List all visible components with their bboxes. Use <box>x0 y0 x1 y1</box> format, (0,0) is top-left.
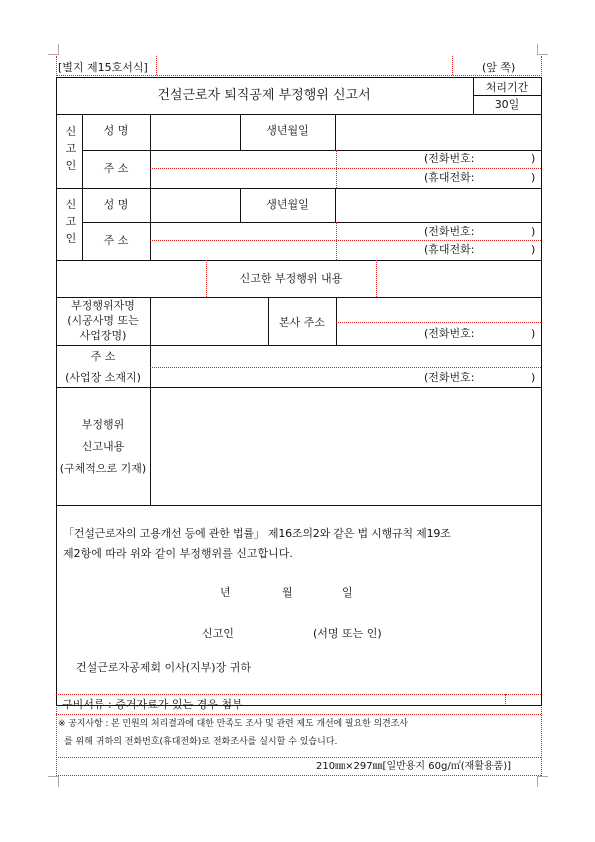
close-paren: ) <box>531 152 536 165</box>
date-day-label: 일 <box>342 586 353 599</box>
divider <box>82 222 541 223</box>
reported-address-input[interactable] <box>152 224 412 258</box>
reporter-phone-label: (전화번호: <box>424 152 475 165</box>
divider <box>56 505 541 506</box>
divider <box>150 367 541 368</box>
declaration-line-1: 「건설근로자의 고용개선 등에 관한 법률」 제16조의2와 같은 법 시행규칙 제19조 <box>63 527 451 540</box>
details-label-2: 신고내용 <box>81 440 125 453</box>
reported-name-input[interactable] <box>152 190 238 220</box>
divider <box>335 114 336 150</box>
site-phone-label: (전화번호: <box>424 371 475 384</box>
divider <box>473 95 541 96</box>
signature-hint: (서명 또는 인) <box>313 627 382 640</box>
divider <box>56 714 541 715</box>
crop-mark-bottom-right <box>537 776 548 787</box>
processing-period-label: 처리기간 <box>485 81 529 94</box>
divider <box>56 188 541 189</box>
notice-line-1: ※ 공지사항 : 본 민원의 처리결과에 대한 만족도 조사 및 관련 제도 개선에 필요한 의견조사 <box>58 719 408 729</box>
violator-name-input[interactable] <box>152 299 266 343</box>
divider <box>156 56 157 75</box>
reporter-address-label: 주 소 <box>103 162 129 175</box>
page-side: (앞 쪽) <box>482 61 516 74</box>
content-section-title: 신고한 부정행위 내용 <box>239 272 343 285</box>
divider <box>336 297 337 345</box>
hq-phone-label: (전화번호: <box>424 327 475 340</box>
close-paren: ) <box>531 243 536 256</box>
violator-label-sub: 사업장명) <box>79 329 127 342</box>
reporter-name-label: 성 명 <box>103 124 129 137</box>
divider <box>56 345 541 346</box>
processing-period-value: 30일 <box>494 98 520 111</box>
reported-birth-label: 생년월일 <box>266 198 309 211</box>
site-address-input[interactable] <box>152 347 538 366</box>
divider <box>56 114 541 115</box>
reported-name-label: 성 명 <box>103 198 129 211</box>
divider <box>336 222 337 260</box>
reported-address-label: 주 소 <box>103 234 129 247</box>
divider <box>56 757 541 758</box>
divider <box>336 322 541 323</box>
violator-label-sub: (시공사명 또는 <box>67 314 139 327</box>
divider <box>56 775 541 776</box>
signer-label: 신고인 <box>202 627 234 640</box>
hq-address-input[interactable] <box>338 299 538 321</box>
close-paren: ) <box>531 171 536 184</box>
date-year-label: 년 <box>220 586 231 599</box>
site-address-sub-label: (사업장 소재지) <box>65 371 141 384</box>
divider <box>56 75 542 76</box>
divider <box>56 260 541 261</box>
reporter-address-input[interactable] <box>152 152 412 186</box>
reporter-birth-input[interactable] <box>337 117 537 147</box>
divider <box>376 260 377 297</box>
crop-mark-bottom-left <box>48 776 59 787</box>
form-number: [별지 제15호서식] <box>58 61 148 74</box>
divider <box>56 694 541 695</box>
divider <box>150 297 151 505</box>
hq-address-label: 본사 주소 <box>278 316 325 329</box>
reporter-name-input[interactable] <box>152 117 238 147</box>
divider <box>452 56 453 75</box>
reported-birth-input[interactable] <box>337 190 537 220</box>
notice-line-2: 를 위해 귀하의 전화번호(휴대전화)로 전화조사를 실시할 수 있습니다. <box>64 737 338 747</box>
addressee: 건설근로자공제회 이사(지부)장 귀하 <box>76 661 251 674</box>
divider <box>150 240 541 241</box>
divider <box>150 114 151 260</box>
divider <box>505 694 506 704</box>
divider <box>150 168 541 169</box>
reported-section-label: 신 고 인 <box>65 198 77 245</box>
paper-spec: 210㎜×297㎜[일반용지 60g/㎡(재활용품)] <box>316 761 512 772</box>
details-label-3: (구체적으로 기재) <box>59 462 147 475</box>
reporter-mobile-label: (휴대전화: <box>424 171 475 184</box>
crop-mark-top-left <box>48 44 59 55</box>
close-paren: ) <box>531 225 536 238</box>
page-title: 건설근로자 퇴직공제 부정행위 신고서 <box>157 88 371 103</box>
crop-mark-top-right <box>537 44 548 55</box>
declaration-line-2: 제2항에 따라 위와 같이 부정행위를 신고합니다. <box>63 547 293 560</box>
divider <box>56 387 541 388</box>
violator-label: 부정행위자명 <box>71 299 135 312</box>
attachments-note: 구비서류 : 증거자료가 있는 경우 첨부 <box>62 698 243 711</box>
site-address-label: 주 소 <box>90 350 116 363</box>
details-label: 부정행위 <box>81 418 125 431</box>
close-paren: ) <box>531 327 536 340</box>
divider <box>56 297 541 298</box>
divider <box>335 188 336 222</box>
reporter-section-label: 신 고 인 <box>65 125 77 172</box>
divider <box>336 150 337 188</box>
close-paren: ) <box>531 371 536 384</box>
reported-phone-label: (전화번호: <box>424 225 475 238</box>
date-month-label: 월 <box>282 586 293 599</box>
reporter-birth-label: 생년월일 <box>266 124 309 137</box>
reported-mobile-label: (휴대전화: <box>424 243 475 256</box>
details-textarea[interactable] <box>152 389 538 503</box>
divider <box>82 150 541 151</box>
